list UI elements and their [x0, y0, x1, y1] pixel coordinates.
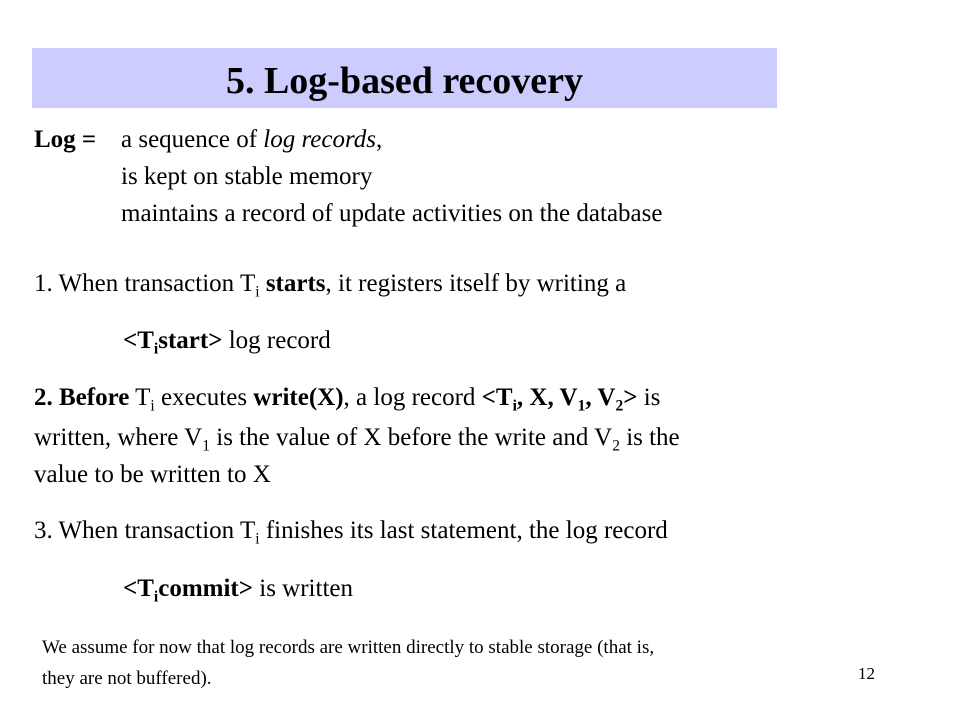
item-2-line-2-sub1: 1	[202, 437, 210, 455]
item-3-record	[123, 574, 353, 604]
item-3-line-1	[34, 516, 668, 546]
item-2-line-3: value to be written to X	[34, 461, 271, 488]
log-def-line-2: is kept on stable memory	[121, 163, 373, 190]
item-2-t: T	[129, 384, 151, 411]
item-2-rec-c-sub: 2	[615, 397, 624, 415]
item-2-line-2-sub2: 2	[612, 437, 620, 455]
item-2-rec-c: , V	[585, 384, 616, 411]
item-3-text: 3. When transaction T	[34, 517, 256, 544]
item-3-sub: i	[255, 530, 260, 548]
log-def-punct: ,	[376, 126, 383, 153]
log-records-em: log records	[263, 126, 377, 153]
item-3-post: finishes its last statement, the log record	[259, 517, 668, 544]
item-1-sub: i	[255, 283, 260, 301]
record-bold: start>	[158, 327, 223, 354]
item-2-line-2-b: is the value of X before the write and V	[210, 424, 613, 451]
item-2-rec-a-sub: i	[512, 397, 517, 415]
note-line-1: We assume for now that log records are written directly to stable storage (that is,	[42, 637, 655, 658]
item-1-post: , it registers itself by writing a	[325, 270, 627, 297]
item-2-rec-d: >	[623, 384, 638, 411]
item-2-line-2-c: is the	[619, 424, 680, 451]
item-2-write: write(X)	[253, 384, 344, 411]
log-def-line-1	[121, 125, 382, 155]
commit-record-bold: commit>	[158, 575, 253, 602]
item-2-line-2-a: written, where V	[34, 424, 203, 451]
commit-record-sub: i	[153, 588, 159, 606]
record-open: <T	[123, 327, 154, 354]
item-1-record	[123, 326, 331, 356]
log-def-text: a sequence of	[121, 126, 264, 153]
item-2-line-2	[34, 423, 680, 453]
item-2-rec-pre: , a log record	[343, 384, 482, 411]
item-2-tail: is	[637, 384, 661, 411]
slide-title: 5. Log-based recovery	[225, 60, 584, 102]
title-banner	[32, 48, 777, 108]
item-2-line-1	[34, 383, 660, 413]
commit-record-open: <T	[123, 575, 154, 602]
log-label	[34, 125, 96, 155]
log-def-line-3: maintains a record of update activities on the database	[121, 200, 663, 227]
item-2-rec-a: <T	[481, 384, 513, 411]
item-1-line-1	[34, 269, 626, 299]
note-line-2: they are not buffered).	[42, 668, 212, 689]
commit-record-post: is written	[253, 575, 353, 602]
item-1-bold: starts	[265, 270, 326, 297]
item-1-text: 1. When transaction T	[34, 270, 256, 297]
item-2-lead: 2. Before	[34, 384, 130, 411]
item-2-executes: executes	[154, 384, 254, 411]
page-number: 12	[858, 664, 875, 683]
record-post: log record	[222, 327, 331, 354]
item-2-rec-b: , X, V	[516, 384, 578, 411]
item-2-rec-b-sub: 1	[577, 397, 586, 415]
record-sub: i	[153, 340, 159, 358]
log-label-text: Log =	[34, 126, 97, 153]
item-2-t-sub: i	[150, 397, 155, 415]
